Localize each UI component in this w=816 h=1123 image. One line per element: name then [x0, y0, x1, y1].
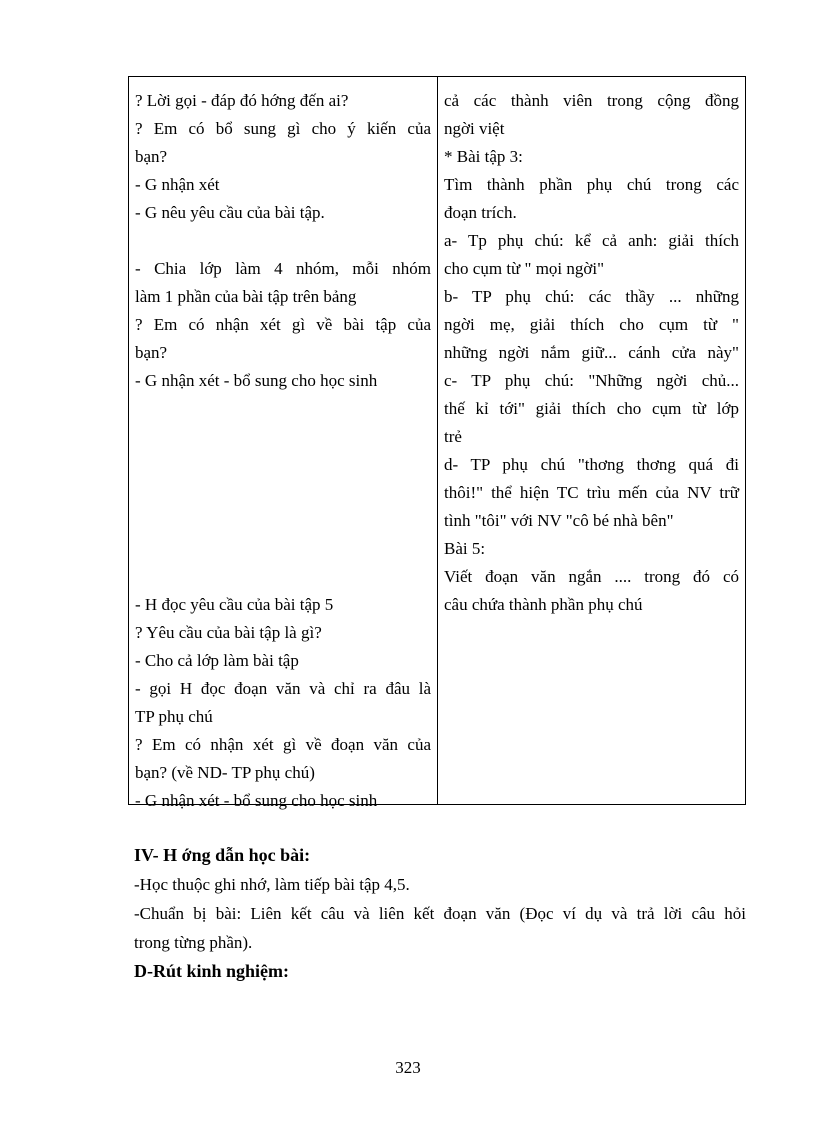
guidance-lines: [134, 870, 746, 957]
table-line: - G nhận xét - bổ sung cho học sinh: [135, 371, 378, 390]
table-line: ? Em có bổ sung gì cho ý kiến của: [135, 119, 431, 138]
table-line: [135, 563, 431, 591]
table-line: [135, 423, 431, 451]
table-line: - H đọc yêu cầu của bài tập 5: [135, 595, 334, 614]
table-line: [135, 395, 431, 423]
table-line: ngời việt: [444, 119, 505, 138]
table-line: thế kỉ tới" giải thích cho cụm từ lớp: [444, 399, 739, 418]
table-line: đoạn trích.: [444, 203, 517, 222]
table-line: Bài 5:: [444, 539, 486, 558]
table-line: * Bài tập 3:: [444, 147, 523, 166]
table-line: b- TP phụ chú: các thầy ... những: [444, 287, 739, 306]
table-line: làm 1 phần của bài tập trên bảng: [135, 287, 357, 306]
table-line: cho cụm từ " mọi ngời": [444, 259, 605, 278]
table-line: c- TP phụ chú: "Những ngời chủ...: [444, 371, 739, 390]
table-line: [135, 507, 431, 535]
table-line: thôi!" thể hiện TC trìu mến của NV trữ: [444, 483, 739, 502]
table-line: [135, 227, 431, 255]
table-line: - Chia lớp làm 4 nhóm, mỗi nhóm: [135, 259, 431, 278]
table-line: - gọi H đọc đoạn văn và chỉ ra đâu là: [135, 679, 431, 698]
table-line: ? Yêu cầu của bài tập là gì?: [135, 623, 322, 642]
content-column: [438, 77, 745, 804]
experience-heading: D-Rút kinh nghiệm:: [134, 961, 290, 981]
guidance-heading: IV- H ớng dẫn học bài:: [134, 845, 311, 865]
table-line: ? Em có nhận xét gì về bài tập của: [135, 315, 431, 334]
table-line: - Cho cả lớp làm bài tập: [135, 651, 299, 670]
table-line: a- Tp phụ chú: kể cả anh: giải thích: [444, 231, 739, 250]
table-line: [135, 535, 431, 563]
table-line: trẻ: [444, 427, 462, 446]
guidance-section: [134, 841, 746, 986]
table-line: Tìm thành phần phụ chú trong các: [444, 175, 739, 194]
table-line: tình "tôi" với NV "cô bé nhà bên": [444, 511, 674, 530]
table-line: bạn?: [135, 147, 168, 166]
table-line: ? Em có nhận xét gì về đoạn văn của: [135, 735, 431, 754]
table-line: ngời mẹ, giải thích cho cụm từ ": [444, 315, 739, 334]
page-number: 323: [395, 1058, 421, 1077]
table-line: [135, 479, 431, 507]
table-line: - G nêu yêu cầu của bài tập.: [135, 203, 325, 222]
guidance-line: -Học thuộc ghi nhớ, làm tiếp bài tập 4,5.: [134, 875, 410, 894]
table-line: bạn?: [135, 343, 168, 362]
guidance-line: trong từng phần).: [134, 933, 253, 952]
table-line: bạn? (về ND- TP phụ chú): [135, 763, 315, 782]
lesson-table: [128, 76, 746, 810]
table-line: Viết đoạn văn ngắn .... trong đó có: [444, 567, 739, 586]
table-line: câu chứa thành phần phụ chú: [444, 595, 643, 614]
table-line: cả các thành viên trong cộng đồng: [444, 91, 739, 110]
table-line: TP phụ chú: [135, 707, 213, 726]
table-line: ? Lời gọi - đáp đó hớng đến ai?: [135, 91, 349, 110]
guidance-line: -Chuẩn bị bài: Liên kết câu và liên kết đoạn văn (Đọc ví dụ và trả lời câu hỏi: [134, 904, 746, 923]
table-line: d- TP phụ chú "thơng thơng quá đi: [444, 455, 739, 474]
table-line: - G nhận xét - bổ sung cho học sinh: [135, 791, 378, 810]
table-line: [135, 451, 431, 479]
table-line: những ngời nắm giữ... cánh cửa này": [444, 343, 739, 362]
table-line: - G nhận xét: [135, 175, 220, 194]
teacher-activities-column: [129, 77, 438, 810]
